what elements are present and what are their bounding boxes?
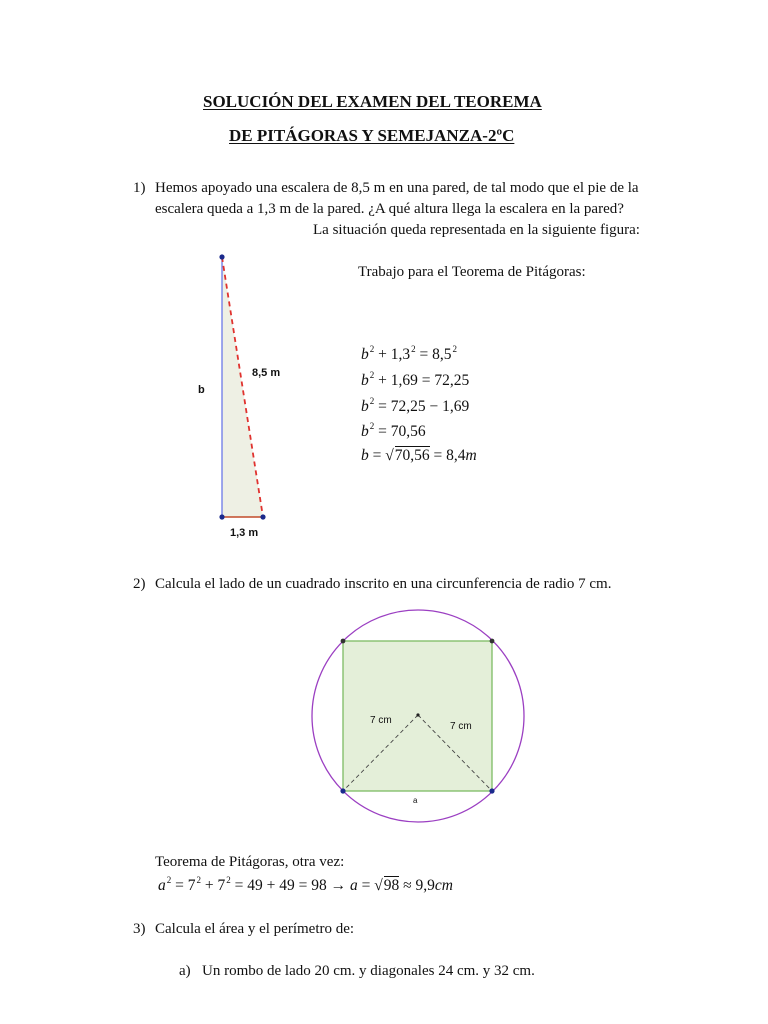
label-base: 1,3 m bbox=[230, 527, 259, 539]
title-line-2: DE PITÁGORAS Y SEMEJANZA-2ºC bbox=[229, 126, 515, 145]
label-hypotenuse: 8,5 m bbox=[252, 367, 281, 379]
q2-intro: Teorema de Pitágoras, otra vez: bbox=[155, 854, 345, 870]
label-radius-left: 7 cm bbox=[370, 715, 392, 726]
vertex-bottom-right bbox=[260, 514, 265, 519]
q3-item-a-label: a) bbox=[179, 963, 191, 979]
circle-center bbox=[416, 713, 419, 716]
q1-equation-1: $b^2 + 1,3^2 = 8,5^2$ bbox=[361, 344, 457, 363]
q1-equation-3: $b^2 = 72,25 - 1,69$ bbox=[361, 396, 470, 415]
q3-number: 3) bbox=[133, 921, 146, 937]
label-side-a: a bbox=[413, 796, 418, 805]
square-vertex-bottom-left bbox=[340, 788, 345, 793]
q1-text-line-3: La situación queda representada en la siguiente figura: bbox=[313, 222, 640, 238]
square-vertex-top-left bbox=[341, 639, 346, 644]
q1-equation-2: $b^2 + 1,69 = 72,25$ bbox=[361, 370, 470, 389]
q3-item-a-text: Un rombo de lado 20 cm. y diagonales 24 cm. y 32 cm. bbox=[202, 963, 535, 979]
label-side-b: b bbox=[198, 384, 205, 396]
label-radius-right: 7 cm bbox=[450, 721, 472, 732]
q1-equation-4: $b^2 = 70,56$ bbox=[361, 421, 426, 440]
title-line-1: SOLUCIÓN DEL EXAMEN DEL TEOREMA bbox=[203, 92, 542, 111]
sqrt-symbol: √ bbox=[385, 447, 394, 464]
vertex-top bbox=[219, 254, 224, 259]
q1-equation-5: b = √70,56 = 8,4m bbox=[361, 447, 477, 464]
q2-equation: $a^2 = 7^2 + 7^2 = 49 + 49 = 98 \to a = √98 \approx 9,9cm$ bbox=[158, 875, 453, 894]
square-vertex-top-right bbox=[490, 639, 495, 644]
q1-text-line-1: Hemos apoyado una escalera de 8,5 m en una pared, de tal modo que el pie de la bbox=[155, 180, 639, 196]
q1-work-title: Trabajo para el Teorema de Pitágoras: bbox=[358, 264, 586, 280]
square-vertex-bottom-right bbox=[489, 788, 494, 793]
vertex-bottom-left bbox=[219, 514, 224, 519]
sqrt-symbol: √ bbox=[374, 877, 383, 894]
q1-number: 1) bbox=[133, 180, 146, 196]
q2-text: Calcula el lado de un cuadrado inscrito en una circunferencia de radio 7 cm. bbox=[155, 576, 612, 592]
q2-number: 2) bbox=[133, 576, 146, 592]
q3-text: Calcula el área y el perímetro de: bbox=[155, 921, 355, 937]
q1-text-line-2: escalera queda a 1,3 m de la pared. ¿A qué altura llega la escalera en la pared? bbox=[155, 201, 624, 217]
